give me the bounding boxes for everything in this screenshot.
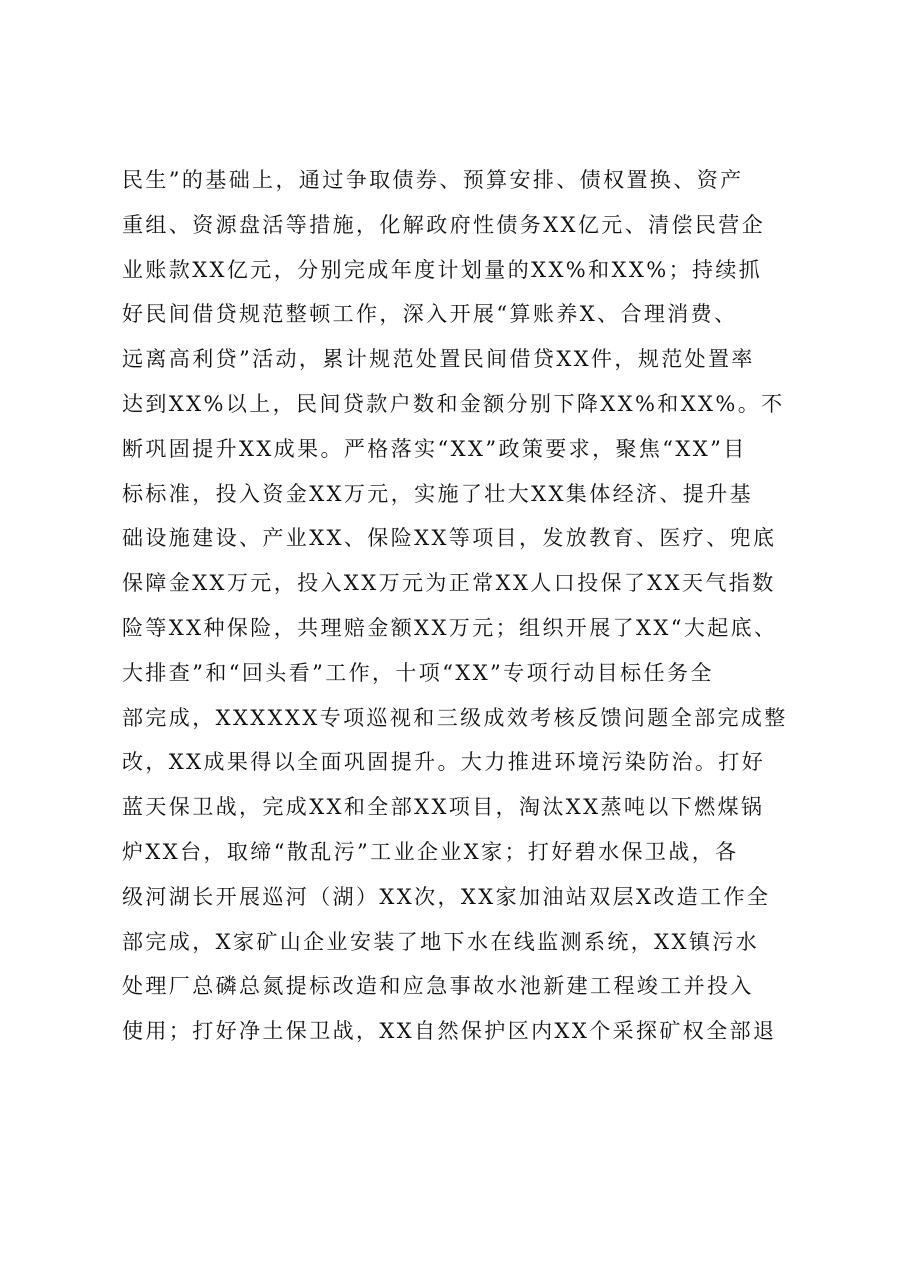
text-line-2: 重组、资源盘活等措施，化解政府性债务XX亿元、清偿民营企 (122, 212, 766, 237)
text-line-14: 改，XX成果得以全面巩固提升。大力推进环境污染防治。打好 (122, 750, 766, 775)
text-line-18: 部完成，X家矿山企业安装了地下水在线监测系统，XX镇污水 (122, 929, 760, 954)
text-line-13: 部完成，XXXXXX专项巡视和三级成效考核反馈问题全部完成整 (122, 705, 788, 730)
text-line-20: 使用；打好净土保卫战，XX自然保护区内XX个采探矿权全部退 (122, 1019, 777, 1044)
text-line-8: 标标准，投入资金XX万元，实施了壮大XX集体经济、提升基 (122, 481, 753, 506)
text-line-10: 保障金XX万元，投入XX万元为正常XX人口投保了XX天气指数 (122, 571, 776, 596)
text-line-3: 业账款XX亿元，分别完成年度计划量的XX%和XX%；持续抓 (122, 257, 763, 282)
text-line-5: 远离高利贷”活动，累计规范处置民间借贷XX件，规范处置率 (122, 347, 755, 372)
text-line-11: 险等XX种保险，共理赔金额XX万元；组织开展了XX“大起底、 (122, 615, 778, 640)
text-line-6: 达到XX%以上，民间贷款户数和金额分别下降XX%和XX%。不 (122, 391, 785, 416)
text-line-4: 好民间借贷规范整顿工作，深入开展“算账养X、合理消费、 (122, 302, 738, 327)
text-line-17: 级河湖长开展巡河（湖）XX次，XX家加油站双层X改造工作全 (122, 884, 771, 909)
text-line-19: 处理厂总磷总氮提标改造和应急事故水池新建工程竣工并投入 (122, 974, 754, 999)
text-line-12: 大排查”和“回头看”工作，十项“XX”专项行动目标任务全 (122, 660, 714, 685)
body-paragraph (122, 158, 822, 1054)
text-line-16: 炉XX台，取缔“散乱污”工业企业X家；打好碧水保卫战，各 (122, 839, 739, 864)
text-line-9: 础设施建设、产业XX、保险XX等项目，发放教育、医疗、兜底 (122, 526, 777, 551)
text-line-15: 蓝天保卫战，完成XX和全部XX项目，淘汰XX蒸吨以下燃煤锅 (122, 795, 765, 820)
text-line-1: 民生”的基础上，通过争取债券、预算安排、债权置换、资产 (122, 168, 744, 192)
text-line-7: 断巩固提升XX成果。严格落实“XX”政策要求，聚焦“XX”目 (122, 436, 747, 461)
